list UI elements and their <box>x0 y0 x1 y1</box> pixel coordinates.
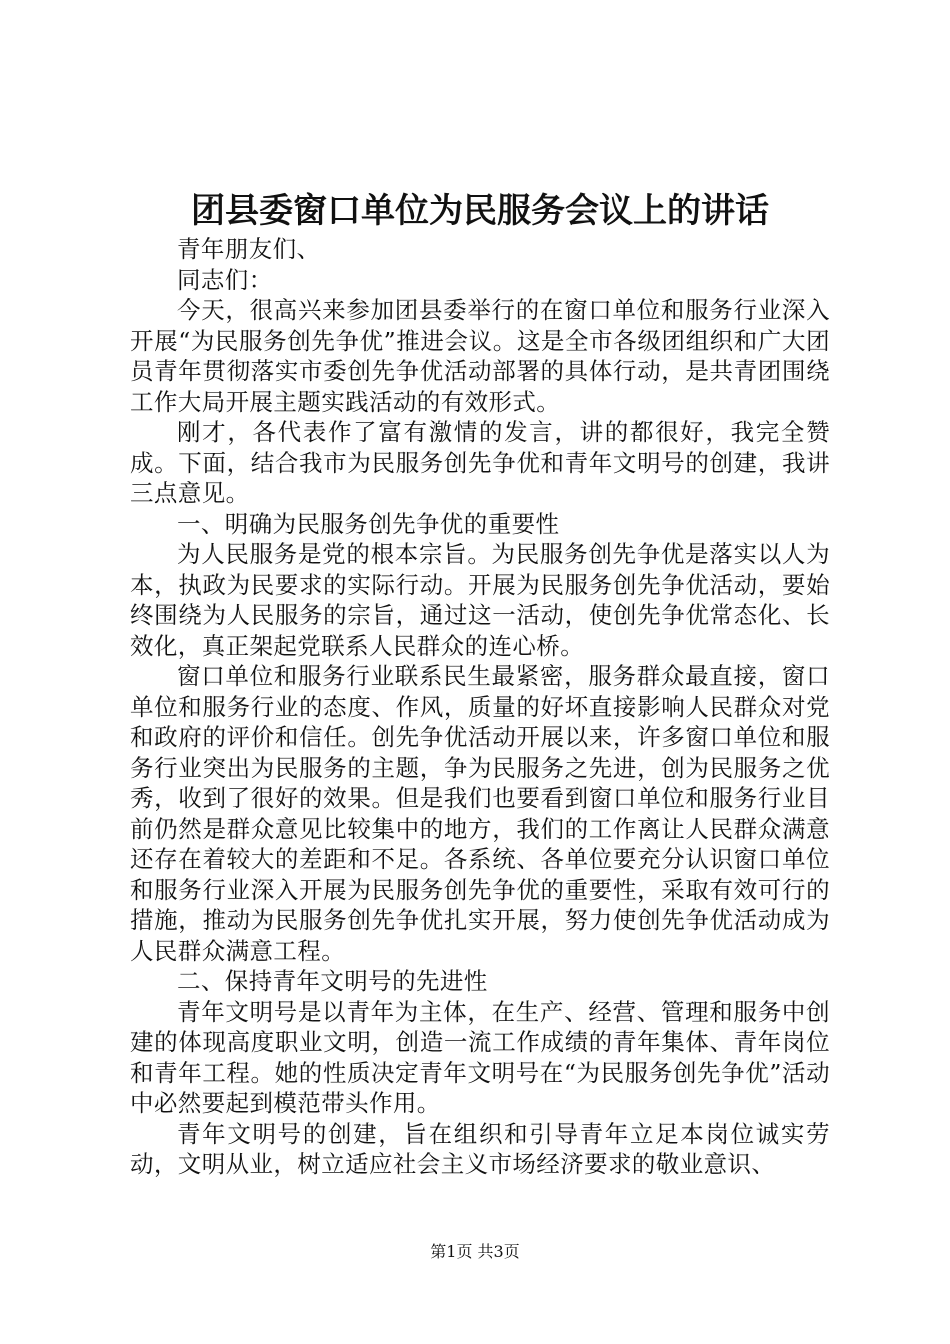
page-title: 团县委窗口单位为民服务会议上的讲话 <box>191 191 769 231</box>
paragraph-section2-a: 青年文明号是以青年为主体，在生产、经营、管理和服务中创建的体现高度职业文明，创造一流工作成绩的青年集体、青年岗位和青年工程。她的性质决定青年文明号在“为民服务创先争优”活动中必然要起到模范带头作用。 <box>130 997 830 1117</box>
paragraph-section2-b: 青年文明号的创建，旨在组织和引导青年立足本岗位诚实劳动，文明从业，树立适应社会主义市场经济要求的敬业意识、 <box>130 1119 830 1178</box>
salutation-line-1: 青年朋友们、 <box>177 235 321 263</box>
document-body <box>130 234 830 1180</box>
page-number-footer: 第1页 共3页 <box>430 1242 520 1261</box>
paragraph-opinions: 刚才，各代表作了富有激情的发言，讲的都很好，我完全赞成。下面，结合我市为民服务创先争优和青年文明号的创建，我讲三点意见。 <box>130 418 830 507</box>
section-heading-1: 一、明确为民服务创先争优的重要性 <box>177 509 560 538</box>
paragraph-intro: 今天，很高兴来参加团县委举行的在窗口单位和服务行业深入开展“为民服务创先争优”推进会议。这是全市各级团组织和广大团员青年贯彻落实市委创先争优活动部署的具体行动，是共青团围绕工作大局开展主题实践活动的有效形式。 <box>130 296 830 416</box>
paragraph-section1-b: 窗口单位和服务行业联系民生最紧密，服务群众最直接，窗口单位和服务行业的态度、作风，质量的好坏直接影响人民群众对党和政府的评价和信任。创先争优活动开展以来，许多窗口单位和服务行业突出为民服务的主题，争为民服务之先进，创为民服务之优秀，收到了很好的效果。但是我们也要看到窗口单位和服务行业目前仍然是群众意见比较集中的地方，我们的工作离让人民群众满意还存在着较大的差距和不足。各系统、各单位要充分认识窗口单位和服务行业深入开展为民服务创先争优的重要性，采取有效可行的措施，推动为民服务创先争优扎实开展，努力使创先争优活动成为人民群众满意工程。 <box>130 662 830 965</box>
salutation-line-2: 同志们： <box>177 265 273 294</box>
paragraph-section1-a: 为人民服务是党的根本宗旨。为民服务创先争优是落实以人为本，执政为民要求的实际行动。开展为民服务创先争优活动，要始终围绕为人民服务的宗旨，通过这一活动，使创先争优常态化、长效化，真正架起党联系人民群众的连心桥。 <box>130 540 830 660</box>
section-heading-2: 二、保持青年文明号的先进性 <box>177 967 488 995</box>
